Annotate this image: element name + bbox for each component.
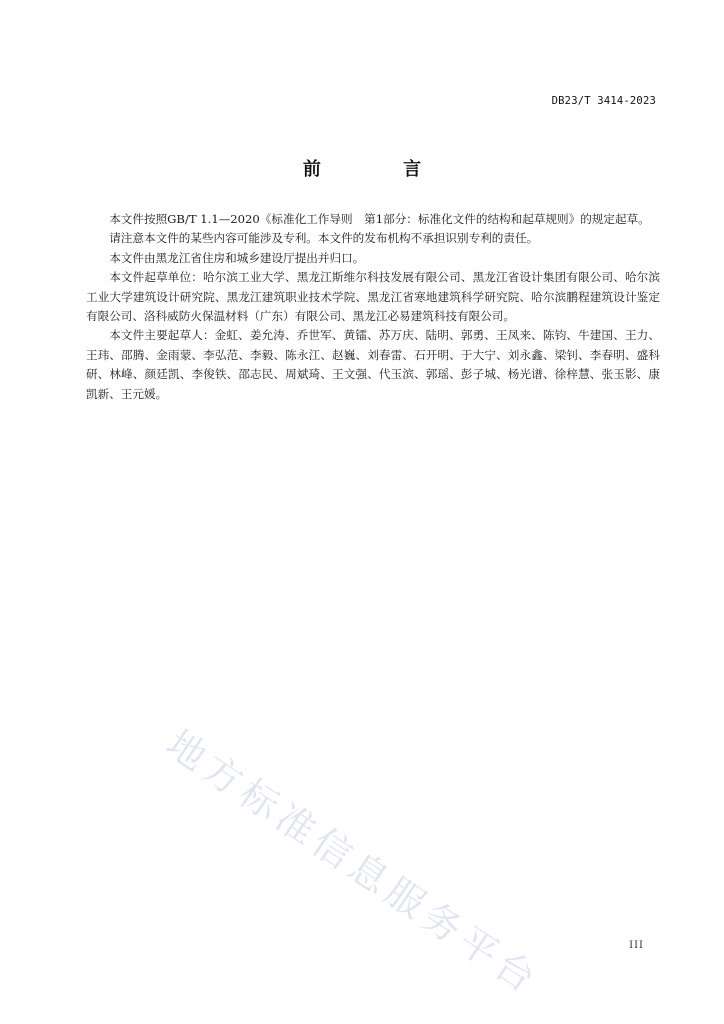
page-number: III <box>629 940 644 951</box>
foreword-body <box>86 210 660 404</box>
watermark: 地方标准信息服务平台 <box>158 721 548 1004</box>
paragraph-drafting-units: 本文件起草单位：哈尔滨工业大学、黑龙江斯维尔科技发展有限公司、黑龙江省设计集团有限公司、哈尔滨工业大学建筑设计研究院、黑龙江建筑职业技术学院、黑龙江省寒地建筑科学研究院、哈尔滨鹏程建筑设计鉴定有限公司、洛科威防火保温材料（广东）有限公司、黑龙江必易建筑科技有限公司。 <box>86 270 660 324</box>
paragraph-patent-notice: 请注意本文件的某些内容可能涉及专利。本文件的发布机构不承担识别专利的责任。 <box>109 231 539 246</box>
page-title: 前 言 <box>302 159 460 180</box>
document-code: DB23/T 3414-2023 <box>551 95 656 107</box>
paragraph-main-drafters: 本文件主要起草人：金虹、姜允涛、乔世军、黄镭、苏万庆、陆明、郭勇、王凤来、陈钧、牛建国、王力、王玮、邵腾、金雨蒙、李弘范、李毅、陈永江、赵巍、刘春雷、石开明、于大宁、刘永鑫、梁钊、李春明、盛科研、林峰、颜廷凯、李俊铁、邵志民、周斌琦、王文强、代玉滨、郭瑶、彭子城、杨光谱、徐梓慧、张玉影、康凯新、王元媛。 <box>86 328 660 401</box>
paragraph-proposer: 本文件由黑龙江省住房和城乡建设厅提出并归口。 <box>109 250 365 265</box>
paragraph-drafting-basis: 本文件按照GB/T 1.1—2020《标准化工作导则 第1部分：标准化文件的结构和起草规则》的规定起草。 <box>109 212 650 226</box>
